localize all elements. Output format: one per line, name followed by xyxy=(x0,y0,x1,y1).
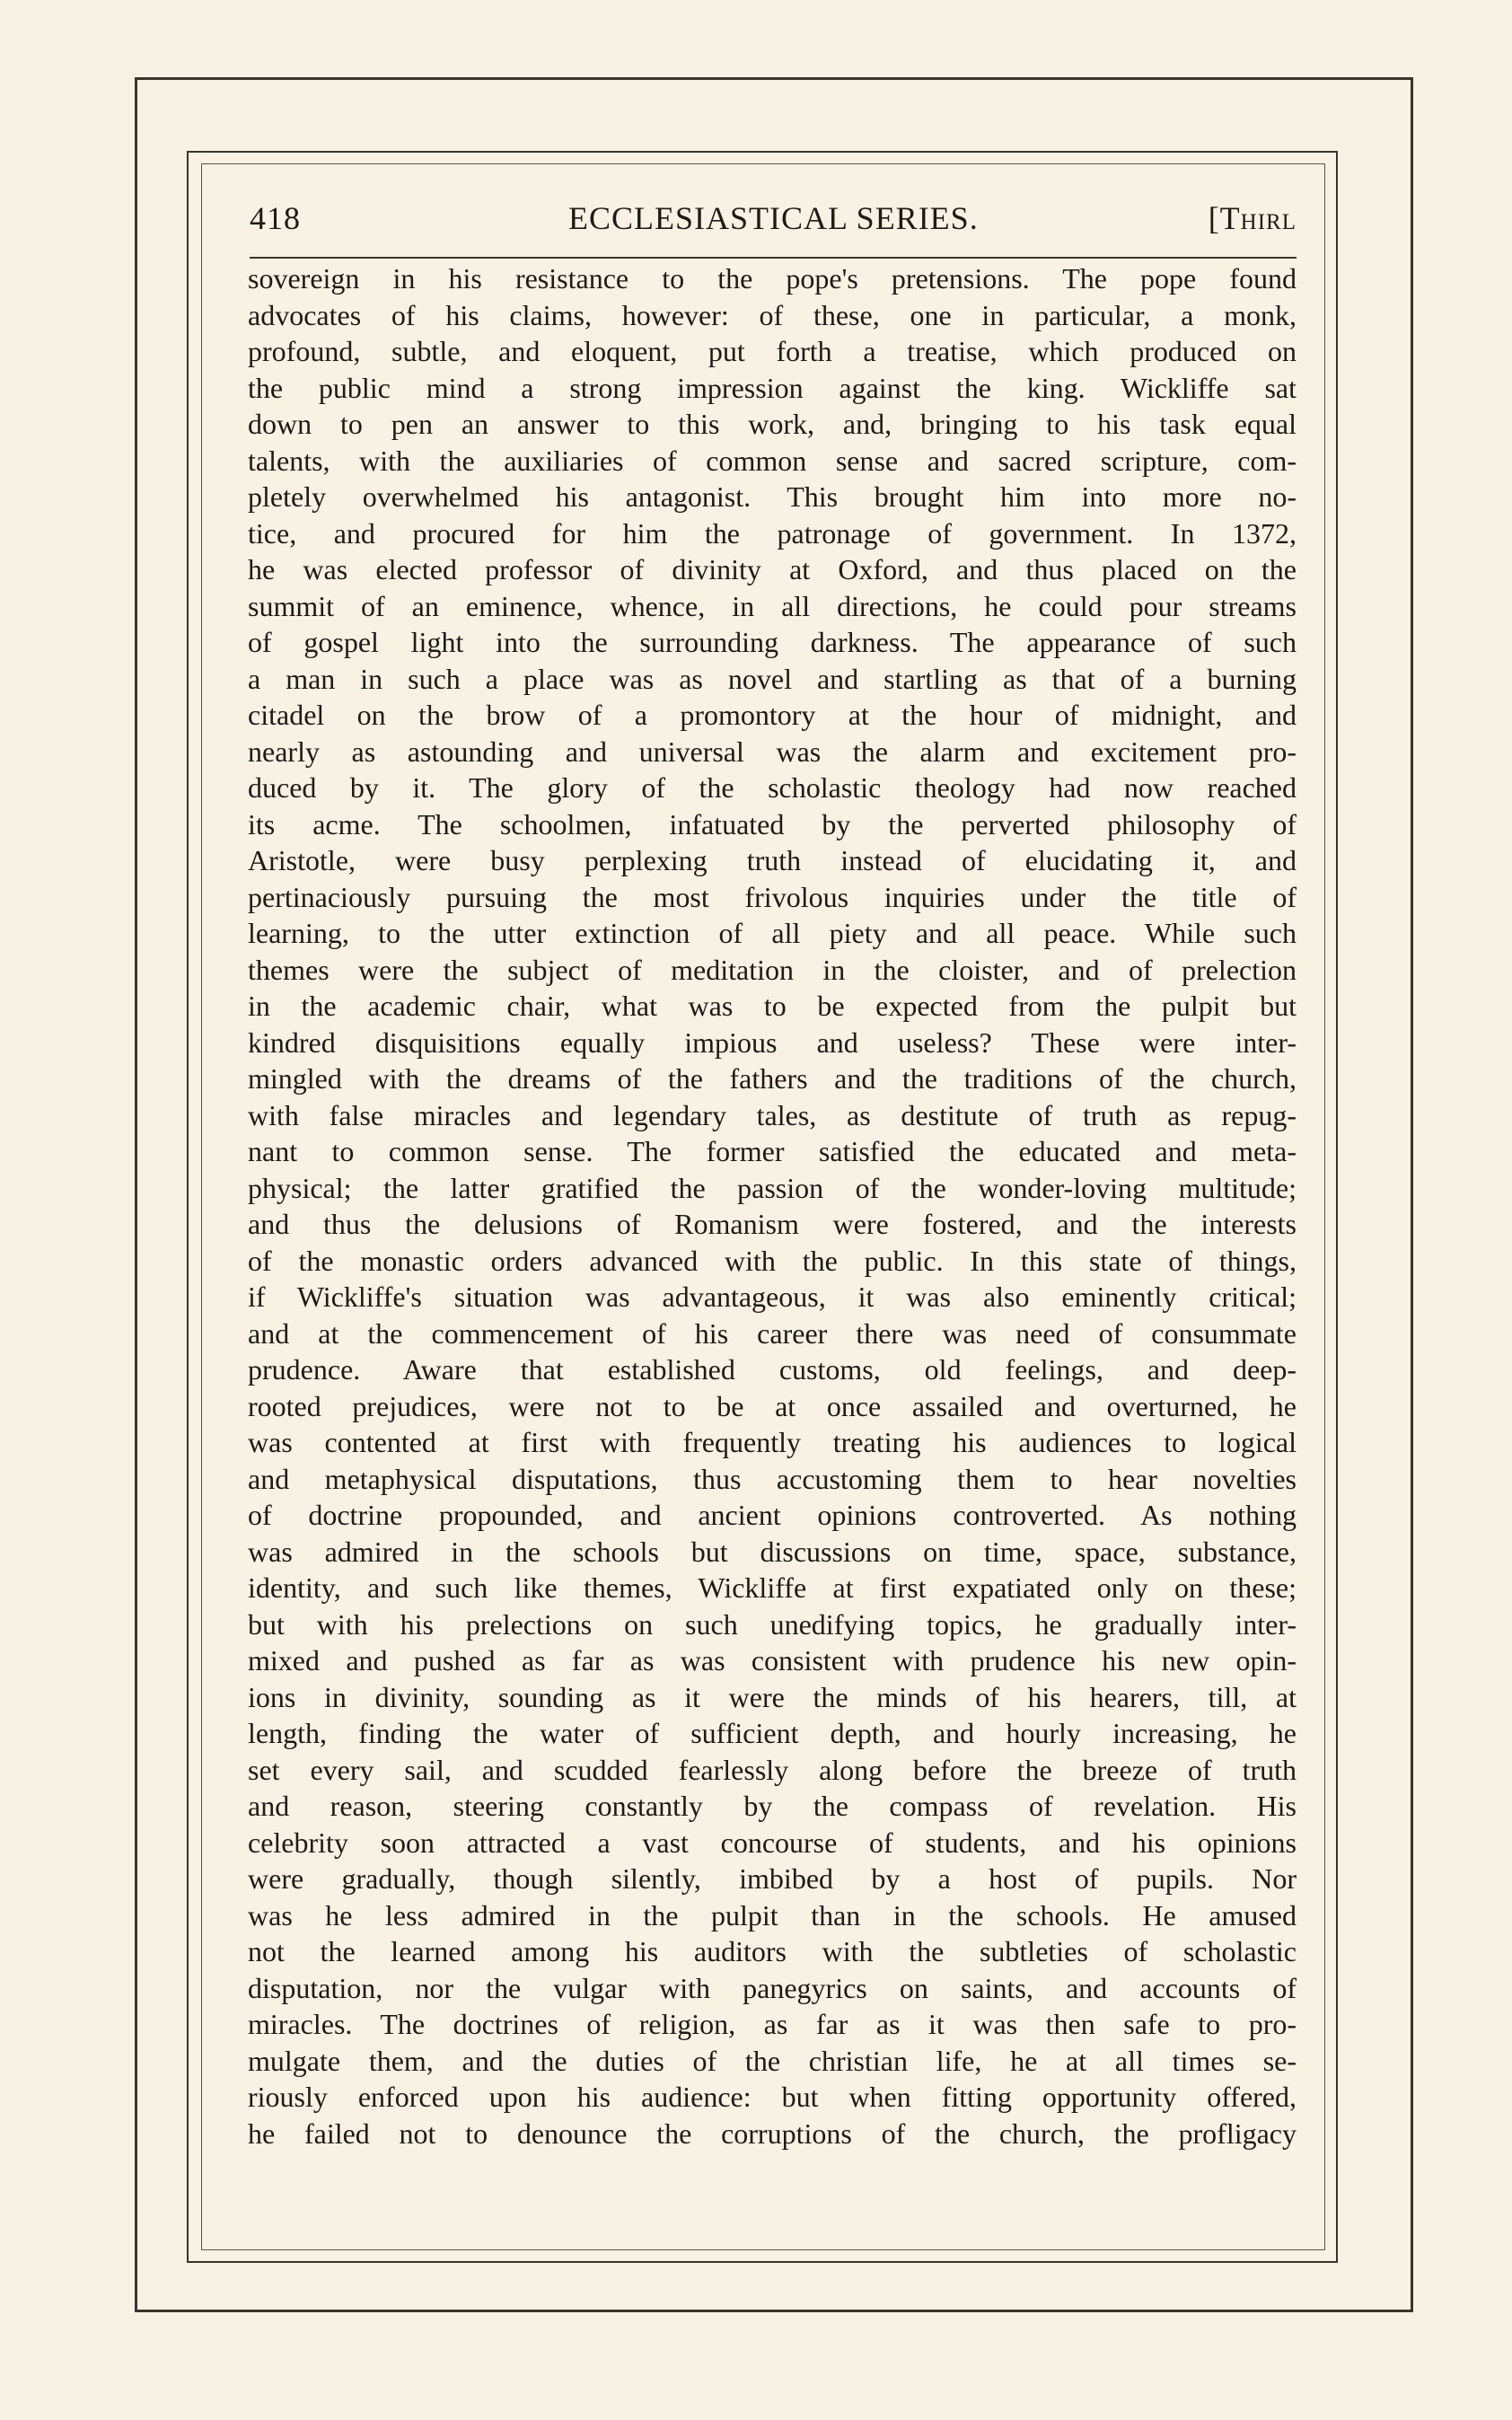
text-line: talents, with the auxiliaries of common sense and sacred scripture, com- xyxy=(248,444,1297,477)
text-line: summit of an eminence, whence, in all directions, he could pour streams xyxy=(248,589,1297,622)
text-line: if Wickliffe's situation was advantageous, it was also eminently critical; xyxy=(248,1280,1297,1313)
text-line: prudence. Aware that established customs, old feelings, and deep- xyxy=(248,1353,1297,1386)
text-line: length, finding the water of sufficient depth, and hourly increasing, he xyxy=(248,1717,1297,1749)
text-line: were gradually, though silently, imbibed by a host of pupils. Nor xyxy=(248,1862,1297,1895)
text-line: with false miracles and legendary tales, as destitute of truth as repug- xyxy=(248,1098,1297,1131)
section-tag: [Thirl xyxy=(1208,200,1297,236)
text-line: and at the commencement of his career there was need of consummate xyxy=(248,1316,1297,1350)
text-line: was admired in the schools but discussions on time, space, substance, xyxy=(248,1535,1297,1568)
text-line: its acme. The schoolmen, infatuated by the perverted philosophy of xyxy=(248,807,1297,840)
text-line: he was elected professor of divinity at Oxford, and thus placed on the xyxy=(248,553,1297,585)
text-line: celebrity soon attracted a vast concourse of students, and his opinions xyxy=(248,1826,1297,1859)
running-head xyxy=(250,189,1297,242)
text-line: ions in divinity, sounding as it were the minds of his hearers, till, at xyxy=(248,1680,1297,1713)
text-line: set every sail, and scudded fearlessly along before the breeze of truth xyxy=(248,1753,1297,1786)
text-line: pertinaciously pursuing the most frivolous inquiries under the title of xyxy=(248,880,1297,913)
text-line: Aristotle, were busy perplexing truth instead of elucidating it, and xyxy=(248,844,1297,876)
text-line: pletely overwhelmed his antagonist. This brought him into more no- xyxy=(248,480,1297,513)
text-line: advocates of his claims, however: of these, one in particular, a monk, xyxy=(248,298,1297,331)
text-line: the public mind a strong impression against the king. Wickliffe sat xyxy=(248,371,1297,404)
text-line: and metaphysical disputations, thus accustoming them to hear novelties xyxy=(248,1462,1297,1495)
text-line: themes were the subject of meditation in the cloister, and of prelection xyxy=(248,953,1297,986)
text-line: and thus the delusions of Romanism were fostered, and the interests xyxy=(248,1208,1297,1240)
page-number: 418 xyxy=(250,200,301,236)
text-line: kindred disquisitions equally impious and useless? These were inter- xyxy=(248,1025,1297,1059)
text-line: identity, and such like themes, Wickliffe at first expatiated only on these; xyxy=(248,1571,1297,1604)
text-line: down to pen an answer to this work, and, bringing to his task equal xyxy=(248,408,1297,440)
text-line: of the monastic orders advanced with the public. In this state of things, xyxy=(248,1244,1297,1277)
text-line: mulgate them, and the duties of the christian life, he at all times se- xyxy=(248,2044,1297,2077)
text-line: nearly as astounding and universal was the alarm and excitement pro- xyxy=(248,735,1297,768)
text-line: of doctrine propounded, and ancient opinions controverted. As nothing xyxy=(248,1499,1297,1531)
text-line: and reason, steering constantly by the compass of revelation. His xyxy=(248,1790,1297,1822)
text-line: duced by it. The glory of the scholastic theology had now reached xyxy=(248,771,1297,804)
text-line: tice, and procured for him the patronage of government. In 1372, xyxy=(248,516,1297,550)
text-line: of gospel light into the surrounding darkness. The appearance of such xyxy=(248,626,1297,658)
text-line: in the academic chair, what was to be expected from the pulpit but xyxy=(248,990,1297,1022)
text-line: he failed not to denounce the corruptions of the church, the profligacy xyxy=(248,2116,1297,2150)
header-rule xyxy=(250,257,1297,259)
text-line: learning, to the utter extinction of all piety and all peace. While such xyxy=(248,917,1297,949)
text-line: citadel on the brow of a promontory at the hour of midnight, and xyxy=(248,699,1297,731)
text-line: was he less admired in the pulpit than in the schools. He amused xyxy=(248,1898,1297,1932)
text-line: mingled with the dreams of the fathers and the traditions of the church, xyxy=(248,1062,1297,1095)
body-text xyxy=(248,260,1297,2152)
text-line: a man in such a place was as novel and startling as that of a burning xyxy=(248,662,1297,695)
text-line: not the learned among his auditors with the subtleties of scholastic xyxy=(248,1935,1297,1967)
text-line: miracles. The doctrines of religion, as far as it was then safe to pro- xyxy=(248,2008,1297,2040)
text-line: physical; the latter gratified the passion of the wonder-loving multitude; xyxy=(248,1171,1297,1204)
text-line: profound, subtle, and eloquent, put forth a treatise, which produced on xyxy=(248,335,1297,367)
text-line: but with his prelections on such unedifying topics, he gradually inter- xyxy=(248,1607,1297,1641)
text-line: disputation, nor the vulgar with panegyrics on saints, and accounts of xyxy=(248,1971,1297,2004)
text-line: nant to common sense. The former satisfied the educated and meta- xyxy=(248,1135,1297,1167)
text-line: riously enforced upon his audience: but when fitting opportunity offered, xyxy=(248,2081,1297,2113)
text-line: rooted prejudices, were not to be at once assailed and overturned, he xyxy=(248,1389,1297,1422)
text-line: mixed and pushed as far as was consistent with prudence his new opin- xyxy=(248,1644,1297,1676)
series-title: ECCLESIASTICAL SERIES. xyxy=(568,200,979,236)
text-line: was contented at first with frequently treating his audiences to logical xyxy=(248,1426,1297,1458)
text-line: sovereign in his resistance to the pope's pretensions. The pope found xyxy=(248,262,1297,295)
